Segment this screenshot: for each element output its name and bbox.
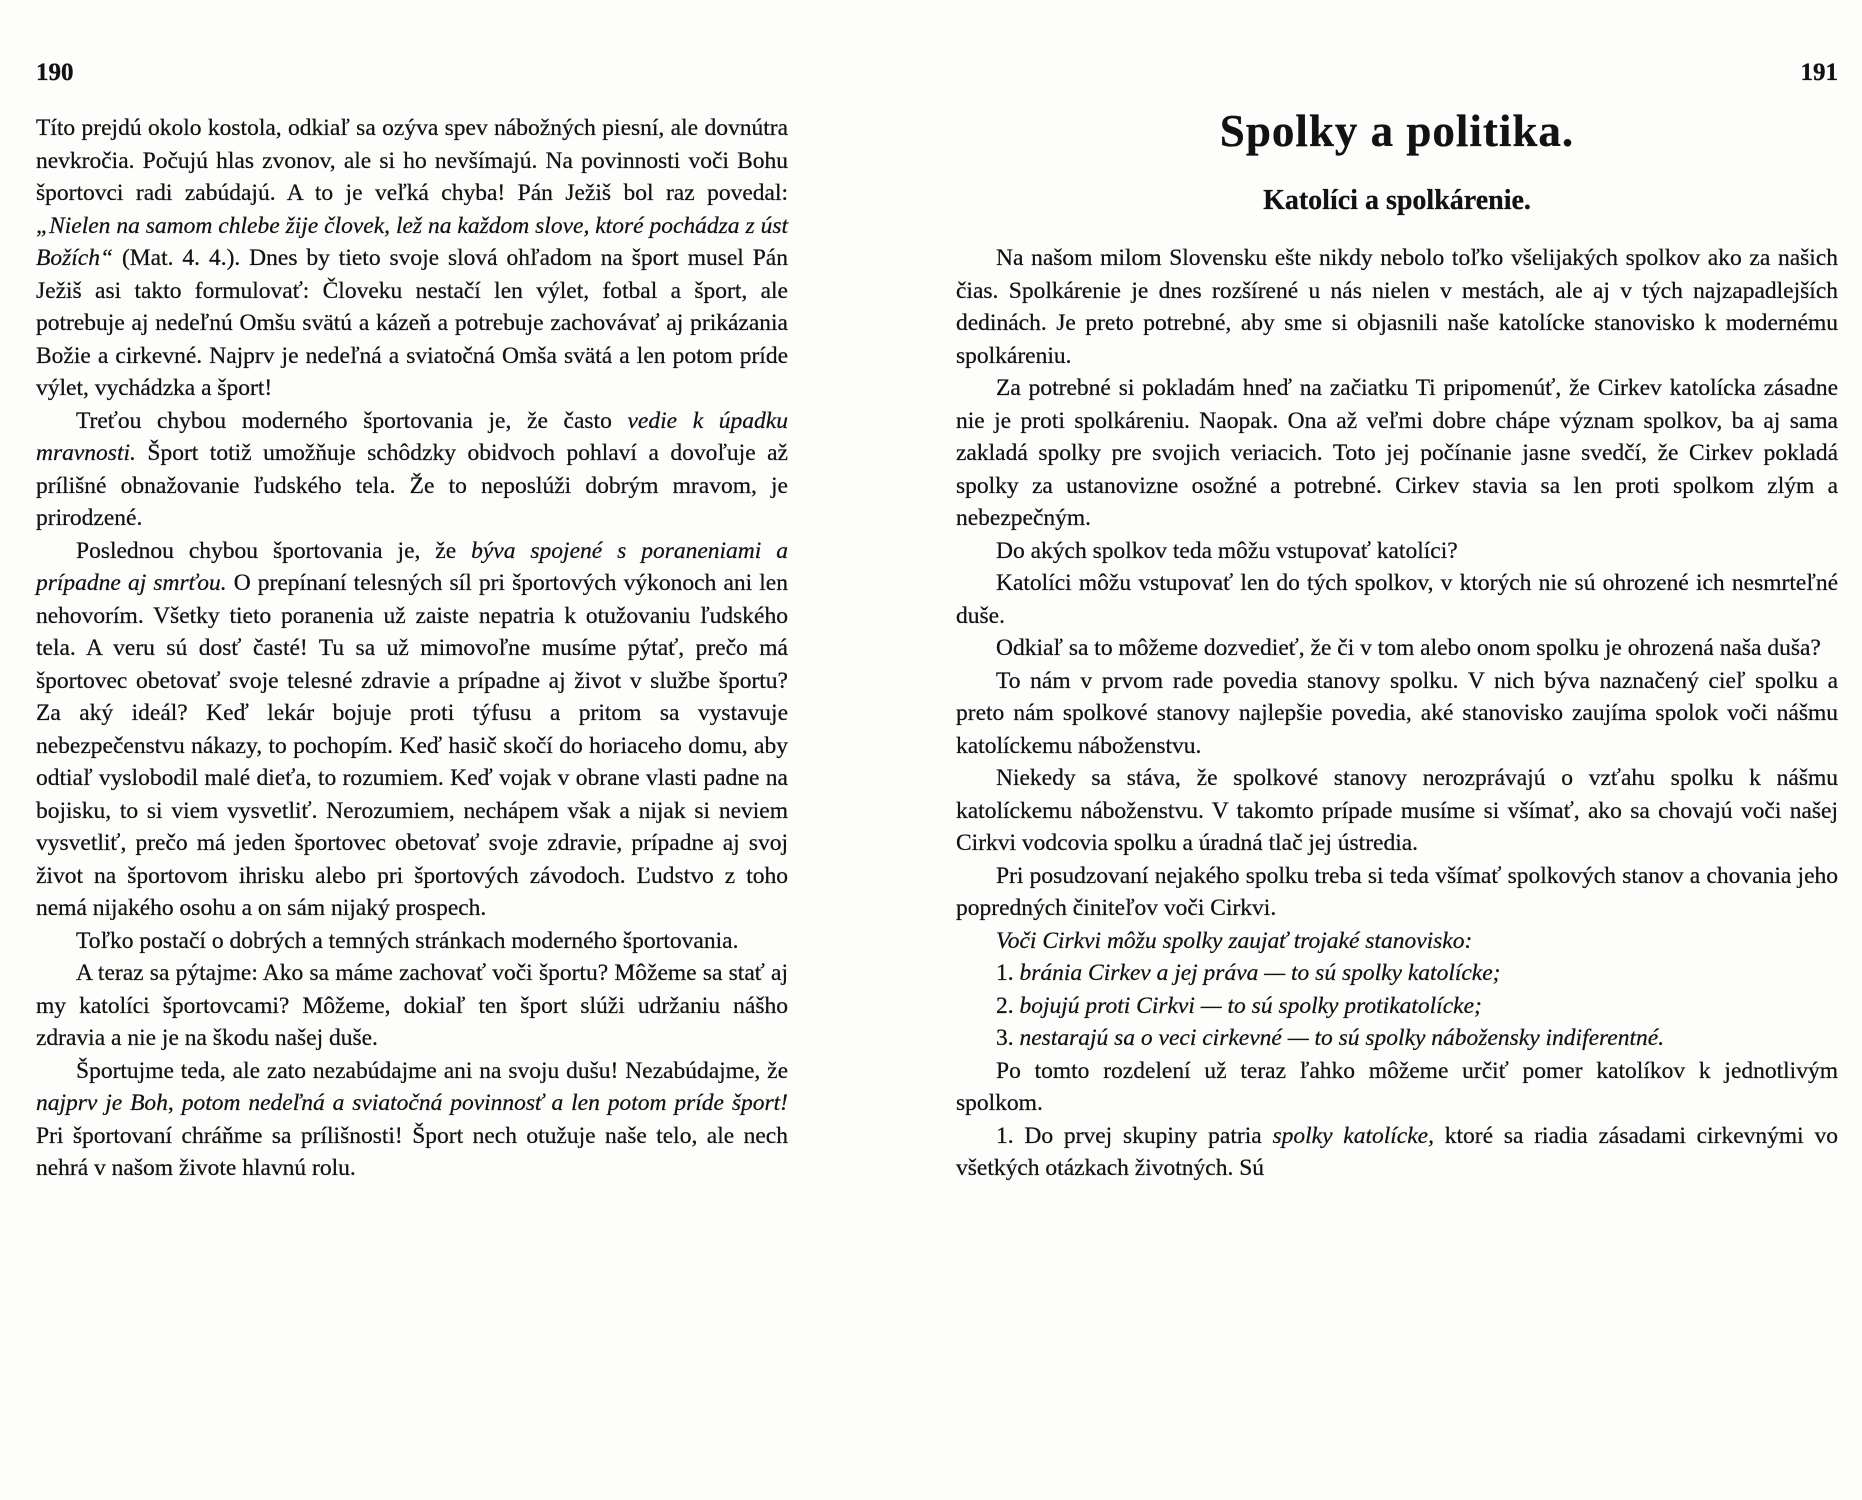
italic-text-segment: nestarajú sa o veci cirkevné — to sú spolky nábožensky indiferentné.	[1019, 1025, 1665, 1051]
italic-text-segment: „Nielen na samom chlebe žije človek, lež na každom slove, ktoré pochádza z úst Božích“	[36, 212, 788, 271]
paragraph	[36, 535, 788, 925]
page-number-left: 190	[36, 59, 74, 86]
text-segment: Na našom milom Slovensku ešte nikdy nebolo toľko všelijakých spolkov ako za našich čias. Spolkárenie je dnes rozšírené u nás nielen v mestách, ale aj v tých najzapadlejších dedinách. Je preto potrebné, aby sme si objasnili naše katolícke stanovisko k modernému spolkáreniu.	[956, 245, 1838, 369]
text-segment: Do akých spolkov teda môžu vstupovať katolíci?	[996, 537, 1458, 564]
text-segment: O prepínaní telesných síl pri športových výkonoch ani len nehovorím. Všetky tieto poranenia už zaiste nepatria k otužovaniu ľudského tela. A veru sú dosť časté! Tu sa už mimovoľne musíme pýtať, prečo má športovec obetovať svoje telesné zdravie a prípadne aj život v službe športu? Za aký ideál? Keď lekár bojuje proti týfusu a pritom sa vystavuje nebezpečenstvu nákazy, to pochopím. Keď hasič skočí do horiaceho domu, aby odtiaľ vyslobodil malé dieťa, to rozumiem. Keď vojak v obrane vlasti padne na bojisku, to si viem vysvetliť. Nerozumiem, nechápem však a nijak si neviem vysvetliť, prečo má jeden športovec obetovať svoje zdravie, prípadne aj svoj život na športovom ihrisku alebo pri športových závodoch. Ľudstvo z toho nemá nijakého osohu a on sám nijaký prospech.	[36, 570, 788, 921]
italic-text-segment: najprv je Boh, potom nedeľná a sviatočná povinnosť a len potom príde šport!	[36, 1090, 788, 1116]
page-left	[36, 58, 788, 1185]
text-segment: Pri športovaní chráňme sa prílišnosti! Šport nech otužuje naše telo, ale nech nehrá v našom živote hlavnú rolu.	[36, 1122, 788, 1181]
paragraph	[956, 1022, 1838, 1055]
paragraph	[956, 665, 1838, 763]
text-segment: Odkiaľ sa to môžeme dozvedieť, že či v tom alebo onom spolku je ohrozená naša duša?	[996, 635, 1821, 661]
section-subtitle: Katolíci a spolkárenie.	[1263, 185, 1531, 216]
paragraph	[956, 1120, 1838, 1185]
text-segment: Treťou chybou moderného športovania je, že často	[76, 407, 628, 434]
page-number-right: 191	[1800, 59, 1838, 86]
text-segment: A teraz sa pýtajme: Ako sa máme zachovať voči športu? Môžeme sa stať aj my katolíci športovcami? Môžeme, dokiaľ ten šport slúži udržaniu nášho zdravia a nie je na škodu našej duše.	[36, 960, 788, 1051]
text-segment: Títo prejdú okolo kostola, odkiaľ sa ozýva spev nábožných piesní, ale dovnútra nevkročia. Počujú hlas zvonov, ale si ho nevšímajú. Na povinnosti voči Bohu športovci radi zabúdajú. A to je veľká chyba! Pán Ježiš bol raz povedal:	[36, 115, 788, 206]
italic-text-segment: býva spojené s poraneniami a prípadne aj smrťou.	[36, 537, 788, 596]
paragraph	[956, 242, 1838, 372]
page-right	[956, 58, 1838, 1185]
text-segment: To nám v prvom rade povedia stanovy spolku. V nich býva naznačený cieľ spolku a preto nám spolkové stanovy najlepšie povedia, aké stanovisko zaujíma spolok voči nášmu katolíckemu náboženstvu.	[956, 667, 1838, 759]
paragraph	[36, 1055, 788, 1185]
page-left-text	[36, 112, 788, 1185]
page-right-text	[956, 242, 1838, 1185]
paragraph	[956, 567, 1838, 632]
paragraph	[956, 1055, 1838, 1120]
italic-text-segment: spolky katolícke,	[1272, 1122, 1434, 1149]
text-segment: (Mat. 4. 4.). Dnes by tieto svoje slová ohľadom na šport musel Pán Ježiš asi takto formulovať: Človeku nestačí len výlet, fotbal a šport, ale potrebuje aj nedeľnú Omšu svätú a kázeň a potrebuje zachovávať aj prikázania Božie a cirkevné. Najprv je nedeľná a sviatočná Omša svätá a len potom príde výlet, vychádzka a šport!	[36, 245, 788, 401]
text-segment: 1.	[996, 960, 1020, 986]
italic-text-segment: Voči Cirkvi môžu spolky zaujať trojaké stanovisko:	[996, 927, 1473, 954]
text-segment: Katolíci môžu vstupovať len do tých spolkov, v ktorých nie sú ohrozené ich nesmrteľné duše.	[956, 570, 1838, 629]
italic-text-segment: bojujú proti Cirkvi — to sú spolky protikatolícke;	[1019, 992, 1482, 1019]
text-segment: 1. Do prvej skupiny patria	[996, 1122, 1273, 1149]
text-segment: Šport totiž umožňuje schôdzky obidvoch pohlaví a dovoľuje až prílišné obnažovanie ľudského tela. Že to neposlúži dobrým mravom, je prirodzené.	[36, 440, 788, 531]
italic-text-segment: bránia Cirkev a jej práva — to sú spolky katolícke;	[1019, 960, 1501, 986]
chapter-title: Spolky a politika.	[1219, 106, 1575, 156]
text-segment: Niekedy sa stáva, že spolkové stanovy nerozprávajú o vzťahu spolku k nášmu katolíckemu náboženstvu. V takomto prípade musíme si všímať, ako sa chovajú voči našej Cirkvi vodcovia spolku a úradná tlač jej ústredia.	[956, 765, 1838, 856]
text-segment: Športujme teda, ale zato nezabúdajme ani na svoju dušu! Nezabúdajme, že	[76, 1057, 788, 1084]
text-segment: Poslednou chybou športovania je, že	[76, 537, 472, 564]
text-segment: Za potrebné si pokladám hneď na začiatku Ti pripomenúť, že Cirkev katolícka zásadne nie je proti spolkáreniu. Naopak. Ona až veľmi dobre chápe význam spolkov, ba aj sama zakladá spolky pre svojich veriacich. Toto jej počínanie jasne svedčí, že Cirkev pokladá spolky za ustanovizne osožné a potrebné. Cirkev stavia sa len proti spolkom zlým a nebezpečným.	[956, 375, 1838, 531]
italic-text-segment: vedie k úpadku mravnosti.	[36, 407, 788, 466]
paragraph	[956, 990, 1838, 1023]
text-segment: 3.	[996, 1025, 1020, 1051]
paragraph	[36, 925, 788, 958]
paragraph	[956, 762, 1838, 860]
paragraph	[36, 957, 788, 1055]
paragraph	[956, 372, 1838, 535]
paragraph	[956, 957, 1838, 990]
text-segment: Toľko postačí o dobrých a temných stránkach moderného športovania.	[76, 927, 739, 954]
paragraph	[956, 535, 1838, 568]
text-segment: 2.	[996, 992, 1020, 1019]
text-segment: Po tomto rozdelení už teraz ľahko môžeme určiť pomer katolíkov k jednotlivým spolkom.	[956, 1057, 1838, 1116]
text-segment: Pri posudzovaní nejakého spolku treba si teda všímať spolkových stanov a chovania jeho popredných činiteľov voči Cirkvi.	[956, 862, 1838, 921]
paragraph	[956, 860, 1838, 925]
paragraph	[36, 112, 788, 405]
paragraph	[956, 632, 1838, 665]
text-segment: ktoré sa riadia zásadami cirkevnými vo všetkých otázkach životných. Sú	[956, 1122, 1838, 1181]
paragraph	[36, 405, 788, 535]
paragraph	[956, 925, 1838, 958]
